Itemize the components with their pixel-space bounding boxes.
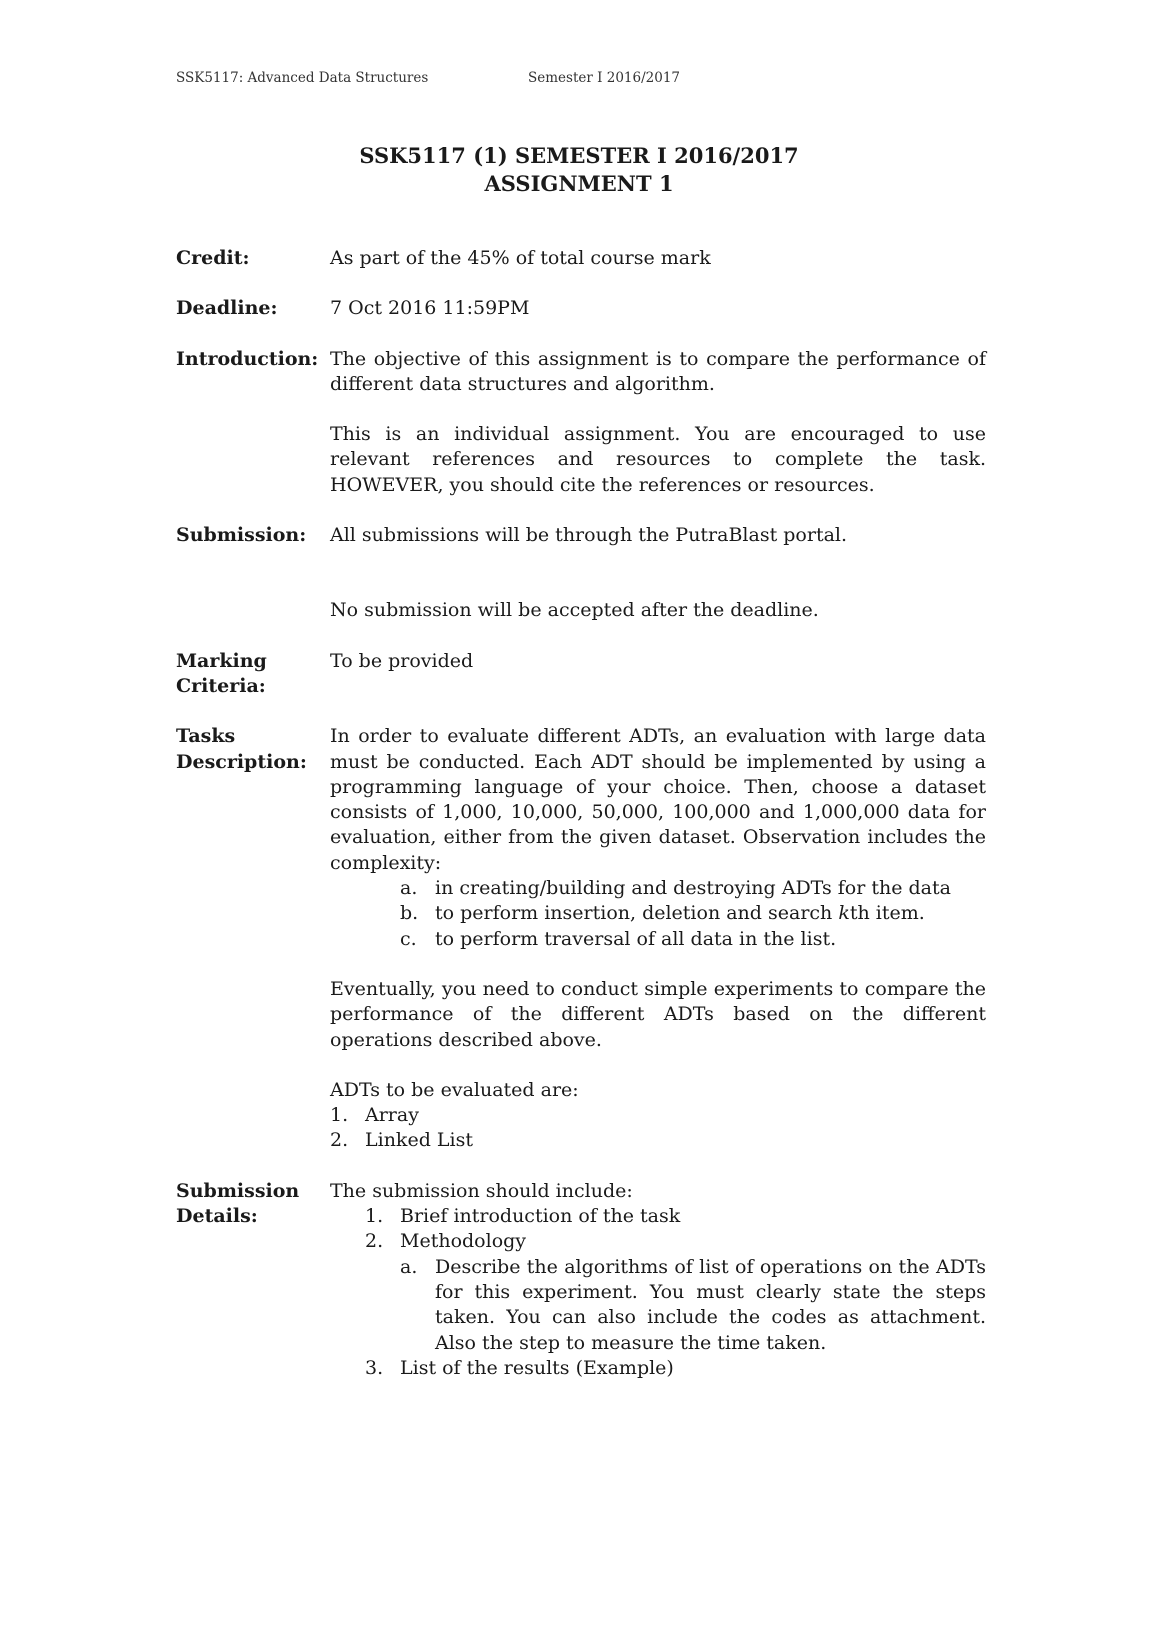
details-row <box>176 1179 986 1381</box>
list-item: 2. Linked List <box>330 1129 473 1152</box>
adt-list <box>330 1103 986 1154</box>
deadline-row <box>176 296 986 321</box>
list-item: 3. List of the results (Example) <box>365 1356 674 1379</box>
header-course: SSK5117: Advanced Data Structures <box>176 70 429 86</box>
credit-label: Credit: <box>176 247 250 269</box>
tasks-body <box>330 724 986 1153</box>
introduction-paragraph-1: The objective of this assignment is to compare the performance of different data structures and algorithm. <box>330 347 986 395</box>
tasks-paragraph-2: Eventually, you need to conduct simple experiments to compare the performance of the different ADTs based on the different operations described above. <box>330 977 986 1051</box>
assignment-body <box>176 246 986 1406</box>
document-title <box>0 142 1158 198</box>
list-item: a. in creating/building and destroying ADTs for the data <box>400 877 951 900</box>
submission-body <box>330 523 986 624</box>
submission-label: Submission: <box>176 524 307 547</box>
submission-paragraph-2: No submission will be accepted after the deadline. <box>330 599 819 622</box>
introduction-paragraph-2: This is an individual assignment. You are encouraged to use relevant references and resources to complete the task. HOWEVER, you should cite the references or resources. <box>330 423 986 496</box>
details-label: Submission Details: <box>176 1179 300 1228</box>
marking-text: To be provided <box>330 649 474 672</box>
introduction-label: Introduction: <box>176 347 319 370</box>
details-list <box>330 1204 986 1381</box>
list-item: b. to perform insertion, deletion and search kth item. <box>400 902 925 925</box>
complexity-list <box>330 876 986 952</box>
credit-text: As part of the 45% of total course mark <box>330 247 711 269</box>
title-line-2: ASSIGNMENT 1 <box>484 171 674 196</box>
details-intro: The submission should include: <box>330 1179 633 1202</box>
marking-row <box>176 649 986 700</box>
list-item: a. Describe the algorithms of list of operations on the ADTs for this experiment. You must clearly state the steps taken. You can also include the codes as attachment. Also the step to measure the time taken. <box>400 1255 986 1354</box>
deadline-text: 7 Oct 2016 11:59PM <box>330 297 530 320</box>
introduction-row <box>176 347 986 498</box>
details-body <box>330 1179 986 1381</box>
marking-label: Marking Criteria: <box>176 649 267 697</box>
list-item: 2. Methodology a. Describe the algorithms of list of operations on the ADTs for this experiment. You must clearly state the steps taken. You can also include the codes as attachment. Also the step to measure the time taken. <box>400 1229 986 1355</box>
list-item: c. to perform traversal of all data in the list. <box>400 927 837 950</box>
introduction-body <box>330 347 986 498</box>
tasks-row <box>176 724 986 1153</box>
submission-row <box>176 523 986 624</box>
credit-row <box>176 246 986 271</box>
submission-paragraph-1: All submissions will be through the PutraBlast portal. <box>330 524 848 547</box>
methodology-sublist <box>400 1255 986 1356</box>
list-item: 1. Array <box>330 1104 419 1127</box>
tasks-label: Tasks Description: <box>176 725 307 773</box>
list-item: 1. Brief introduction of the task <box>365 1205 681 1228</box>
adts-intro: ADTs to be evaluated are: <box>330 1078 579 1101</box>
header-semester: Semester I 2016/2017 <box>528 70 681 86</box>
tasks-paragraph-1: In order to evaluate different ADTs, an evaluation with large data must be conducted. Each ADT should be implemented by using a programming language of your choice. Then, choose a dataset consists of 1,000, 10,000, 50,000, 100,000 and 1,000,000 data for evaluation, either from the given dataset. Observation includes the complexity: <box>330 725 986 874</box>
deadline-label: Deadline: <box>176 297 278 320</box>
title-line-1: SSK5117 (1) SEMESTER I 2016/2017 <box>359 143 799 168</box>
